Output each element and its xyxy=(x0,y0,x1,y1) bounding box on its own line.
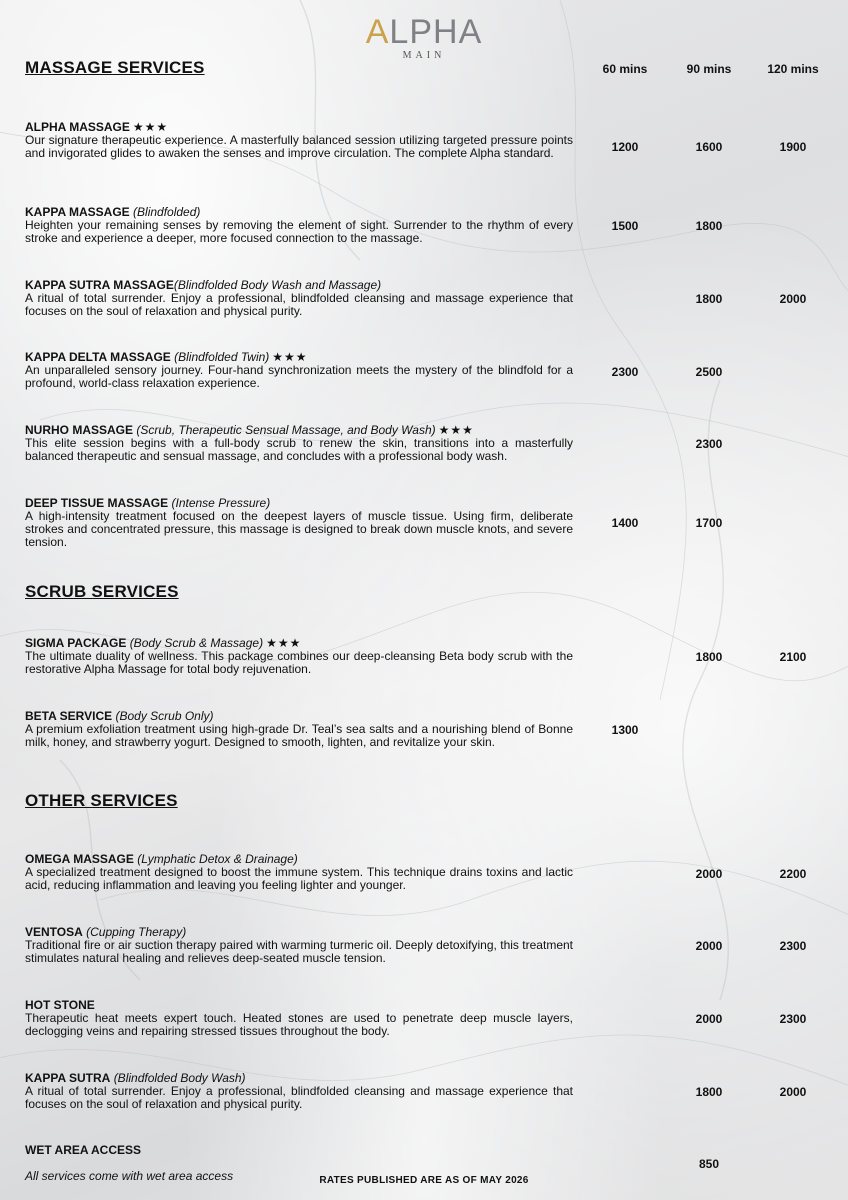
service-name: NURHO MASSAGE xyxy=(25,423,134,437)
rates-note: RATES PUBLISHED ARE AS OF MAY 2026 xyxy=(319,1175,529,1186)
service-description: A high-intensity treatment focused on the deepest layers of muscle tissue. Using firm, deliberate strokes and concentrated pressure, this massage is designed to break down muscle knots, and severe tension. xyxy=(25,509,573,549)
section-heading-scrub: SCRUB SERVICES xyxy=(25,582,179,601)
price-90-mins: 850 xyxy=(698,1157,720,1171)
service-subtitle: (Lymphatic Detox & Drainage) xyxy=(137,852,298,866)
service-name: KAPPA MASSAGE xyxy=(25,205,130,219)
service-name: ALPHA MASSAGE xyxy=(25,120,130,134)
price-90-mins: 1700 xyxy=(695,516,723,530)
price-90-mins: 2500 xyxy=(695,365,723,379)
service-item xyxy=(25,121,573,160)
service-subtitle: (Scrub, Therapeutic Sensual Massage, and Body Wash) xyxy=(136,423,436,437)
service-item xyxy=(25,926,573,965)
price-90-mins: 2000 xyxy=(695,939,723,953)
price-120-mins: 2000 xyxy=(779,1085,807,1099)
service-description: Traditional fire or air suction therapy paired with warming turmeric oil. Deeply detoxifying, this treatment stimulates natural healing and relieves deep-seated muscle tension. xyxy=(25,938,573,965)
brand-logo xyxy=(0,14,848,61)
price-60-mins: 1500 xyxy=(611,219,639,233)
service-description: Our signature therapeutic experience. A masterfully balanced session utilizing targeted pressure points and invigorated glides to awaken the senses and improve circulation. The complete Alpha standard. xyxy=(25,133,573,160)
service-name: KAPPA SUTRA MASSAGE xyxy=(25,278,174,292)
service-item xyxy=(25,206,573,245)
service-description: A premium exfoliation treatment using high-grade Dr. Teal’s sea salts and a nourishing blend of Bonne milk, honey, and strawberry yogurt. Designed to smooth, lighten, and revitalize your skin. xyxy=(25,722,573,749)
star-rating-icon: ★★★ xyxy=(272,350,308,364)
section-heading-other: OTHER SERVICES xyxy=(25,791,178,810)
service-subtitle: (Body Scrub Only) xyxy=(115,709,214,723)
price-120-mins: 2200 xyxy=(779,867,807,881)
service-subtitle: (Blindfolded Body Wash) xyxy=(113,1071,246,1085)
price-120-mins: 2000 xyxy=(779,292,807,306)
service-description: A specialized treatment designed to boost the immune system. This technique drains toxins and lactic acid, reducing inflammation and leaving you feeling lighter and younger. xyxy=(25,865,573,892)
service-item xyxy=(25,497,573,549)
price-90-mins: 2000 xyxy=(695,1012,723,1026)
price-90-mins: 1800 xyxy=(695,292,723,306)
logo-accent-letter: A xyxy=(365,13,390,51)
service-name: KAPPA SUTRA xyxy=(25,1071,111,1085)
service-name: HOT STONE xyxy=(25,998,95,1012)
service-name: DEEP TISSUE MASSAGE xyxy=(25,496,169,510)
price-60-mins: 1200 xyxy=(611,140,639,154)
service-description: The ultimate duality of wellness. This package combines our deep-cleansing Beta body scrub with the restorative Alpha Massage for total body rejuvenation. xyxy=(25,649,573,676)
logo-subtitle: MAIN xyxy=(402,50,446,61)
service-item xyxy=(25,710,573,749)
price-90-mins: 2000 xyxy=(695,867,723,881)
service-subtitle: (Blindfolded Twin) xyxy=(174,350,270,364)
service-subtitle: (Intense Pressure) xyxy=(171,496,271,510)
column-header-120-mins: 120 mins xyxy=(767,62,819,76)
service-name: OMEGA MASSAGE xyxy=(25,852,134,866)
service-name: BETA SERVICE xyxy=(25,709,113,723)
price-120-mins: 2100 xyxy=(779,650,807,664)
section-heading-massage: MASSAGE SERVICES xyxy=(25,58,205,77)
service-item xyxy=(25,351,573,390)
column-header-90-mins: 90 mins xyxy=(686,62,732,76)
wet-area-note: All services come with wet area access xyxy=(25,1169,234,1183)
service-description: Heighten your remaining senses by removing the element of sight. Surrender to the rhythm of every stroke and experience a deeper, more focused connection to the massage. xyxy=(25,218,573,245)
price-120-mins: 2300 xyxy=(779,939,807,953)
price-60-mins: 1300 xyxy=(611,723,639,737)
logo-wordmark xyxy=(0,14,848,50)
service-description: A ritual of total surrender. Enjoy a professional, blindfolded cleansing and massage experience that focuses on the soul of relaxation and physical purity. xyxy=(25,291,573,318)
service-subtitle: (Body Scrub & Massage) xyxy=(129,636,264,650)
price-90-mins: 1600 xyxy=(695,140,723,154)
service-item xyxy=(25,853,573,892)
star-rating-icon: ★★★ xyxy=(438,423,474,437)
service-subtitle: (Blindfolded Body Wash and Massage) xyxy=(173,278,382,292)
price-90-mins: 1800 xyxy=(695,219,723,233)
service-description: This elite session begins with a full-body scrub to renew the skin, transitions into a masterfully balanced therapeutic and sensual massage, and concludes with a professional body wash. xyxy=(25,436,573,463)
service-item xyxy=(25,999,573,1038)
service-description: Therapeutic heat meets expert touch. Heated stones are used to penetrate deep muscle layers, declogging veins and repairing stressed tissues throughout the body. xyxy=(25,1011,573,1038)
service-item xyxy=(25,279,573,318)
price-120-mins: 1900 xyxy=(779,140,807,154)
logo-letters: LPHA xyxy=(389,13,483,51)
service-item xyxy=(25,424,573,463)
service-name: KAPPA DELTA MASSAGE xyxy=(25,350,171,364)
price-60-mins: 2300 xyxy=(611,365,639,379)
service-item xyxy=(25,637,573,676)
service-name: WET AREA ACCESS xyxy=(25,1143,142,1157)
price-60-mins: 1400 xyxy=(611,516,639,530)
service-item xyxy=(25,1144,573,1157)
service-item xyxy=(25,1072,573,1111)
service-name: VENTOSA xyxy=(25,925,83,939)
service-subtitle: (Blindfolded) xyxy=(133,205,201,219)
price-90-mins: 1800 xyxy=(695,650,723,664)
price-120-mins: 2300 xyxy=(779,1012,807,1026)
column-header-60-mins: 60 mins xyxy=(602,62,648,76)
price-90-mins: 2300 xyxy=(695,437,723,451)
service-name: SIGMA PACKAGE xyxy=(25,636,127,650)
service-subtitle: (Cupping Therapy) xyxy=(86,925,187,939)
star-rating-icon: ★★★ xyxy=(266,636,302,650)
service-description: A ritual of total surrender. Enjoy a professional, blindfolded cleansing and massage experience that focuses on the soul of relaxation and physical purity. xyxy=(25,1084,573,1111)
star-rating-icon: ★★★ xyxy=(132,120,169,134)
price-90-mins: 1800 xyxy=(695,1085,723,1099)
service-description: An unparalleled sensory journey. Four-hand synchronization meets the mystery of the blindfold for a profound, world-class relaxation experience. xyxy=(25,363,573,390)
